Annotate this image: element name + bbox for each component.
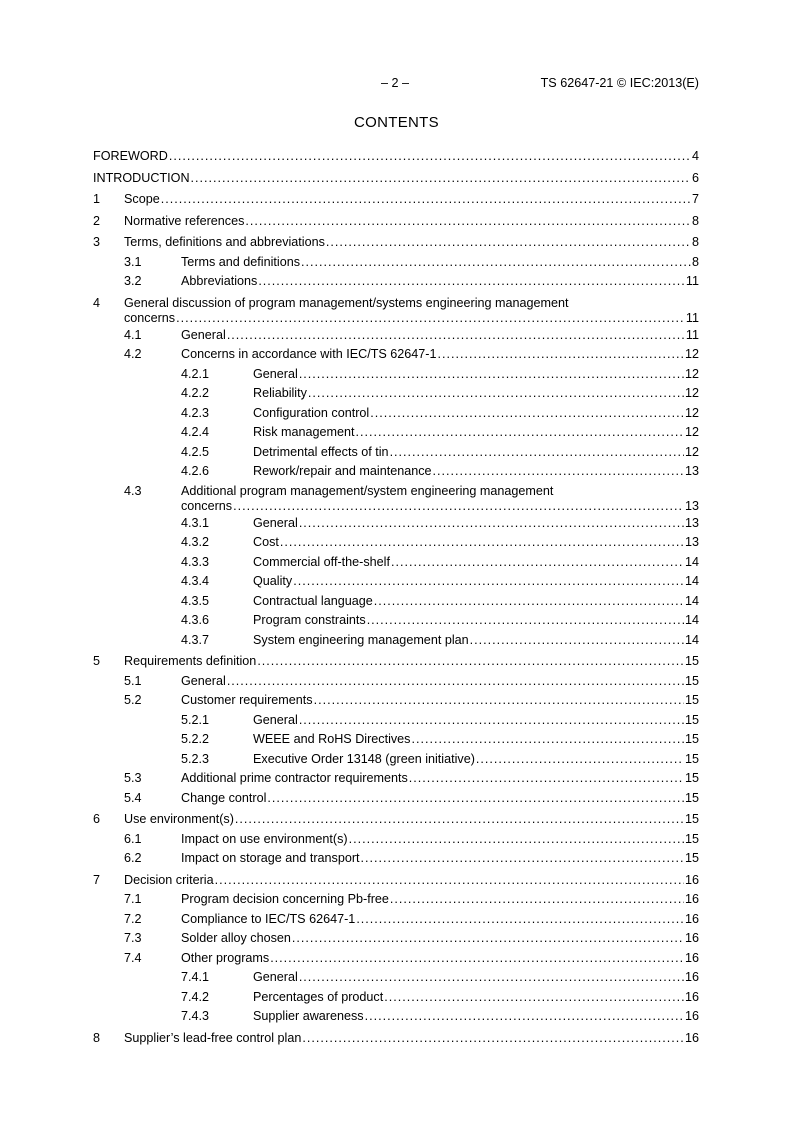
toc-entry-page: 11: [685, 327, 699, 342]
dot-leader: [233, 499, 684, 515]
toc-entry-page: 15: [684, 751, 699, 766]
toc-entry-page: 16: [684, 950, 699, 965]
toc-entry[interactable]: [93, 988, 699, 1008]
toc-entry-page: 15: [684, 812, 699, 826]
toc-entry-number: 4.3.3: [181, 554, 210, 569]
page-title: CONTENTS: [354, 114, 439, 131]
toc-entry[interactable]: [93, 365, 699, 385]
toc-entry-title: Rework/repair and maintenance: [253, 464, 432, 478]
toc-entry[interactable]: [93, 514, 699, 534]
toc-entry-number: 4.3.2: [181, 535, 210, 549]
dot-leader: [301, 253, 691, 273]
toc-entry-number: 4.2.5: [181, 444, 210, 459]
toc-entry-page: 12: [684, 366, 699, 381]
toc-entry-page: 14: [684, 613, 699, 627]
toc-entry-title: Other programs: [181, 950, 270, 965]
toc-entry-page: 12: [684, 425, 699, 439]
toc-entry[interactable]: [93, 190, 699, 210]
toc-entry-title: Terms, definitions and abbreviations: [124, 235, 325, 249]
dot-leader: [476, 750, 684, 770]
toc-entry-page: 14: [684, 632, 699, 647]
toc-entry-number: 4.3.7: [181, 632, 210, 647]
toc-entry-number: 4.3.1: [181, 515, 210, 530]
toc-entry-page: 12: [684, 405, 699, 420]
toc-entry-number: 7.3: [124, 931, 142, 945]
toc-entry-number: 5: [93, 654, 101, 668]
toc-entry-number: 4: [93, 295, 101, 310]
toc-entry-page: 8: [691, 213, 699, 228]
dot-leader: [356, 910, 684, 930]
toc-entry-title: Compliance to IEC/TS 62647-1: [181, 911, 356, 926]
toc-entry[interactable]: [93, 482, 699, 514]
toc-entry[interactable]: [93, 910, 699, 930]
toc-entry-number: 3.2: [124, 274, 142, 288]
dot-leader: [299, 514, 684, 534]
dot-leader: [176, 311, 685, 327]
dot-leader: [293, 572, 684, 592]
toc-entry-number: 7.2: [124, 911, 142, 926]
toc-entry-page: 13: [684, 499, 699, 513]
toc-entry-page: 16: [684, 989, 699, 1004]
toc-entry-title: Executive Order 13148 (green initiative): [253, 751, 475, 766]
toc-entry-title: Decision criteria: [124, 872, 214, 887]
toc-entry[interactable]: [93, 949, 699, 969]
toc-entry-title: General: [181, 327, 226, 342]
toc-entry-page: 15: [684, 732, 699, 746]
dot-leader: [270, 949, 684, 969]
toc-entry-page: 7: [691, 192, 699, 206]
toc-entry-number: 6.1: [124, 831, 142, 846]
toc-entry[interactable]: [93, 871, 699, 891]
toc-entry-title: Reliability: [253, 386, 307, 400]
toc-entry-number: 3: [93, 235, 101, 249]
toc-entry-page: 16: [684, 1009, 699, 1023]
toc-entry-page: 14: [684, 554, 699, 569]
document-reference: TS 62647-21 © IEC:2013(E): [540, 76, 699, 90]
toc-entry-number: 5.2.1: [181, 712, 210, 727]
toc-entry-number: 4.2.6: [181, 464, 210, 478]
toc-entry-number: 4.3.6: [181, 613, 210, 627]
toc-entry-number: 5.4: [124, 790, 142, 805]
toc-entry-page: 16: [684, 911, 699, 926]
toc-entry-title: Program decision concerning Pb-free: [181, 892, 389, 906]
toc-entry-page: 6: [691, 170, 699, 185]
dot-leader: [267, 789, 684, 809]
toc-entry-page: 8: [691, 254, 699, 269]
dot-leader: [258, 272, 685, 292]
toc-entry[interactable]: [93, 326, 699, 346]
toc-entry-page: 4: [691, 149, 699, 163]
dot-leader: [411, 730, 684, 750]
toc-entry[interactable]: [93, 443, 699, 463]
toc-entry-title: Detrimental effects of tin: [253, 444, 389, 459]
toc-entry-number: 4.2.2: [181, 386, 210, 400]
dot-leader: [384, 988, 684, 1008]
toc-entry-title: Configuration control: [253, 405, 370, 420]
toc-entry[interactable]: [93, 553, 699, 573]
dot-leader: [280, 533, 684, 553]
toc-entry-title: General: [253, 970, 298, 984]
dot-leader: [299, 968, 684, 988]
dot-leader: [215, 871, 684, 891]
toc-entry-title: Abbreviations: [181, 274, 258, 288]
dot-leader: [374, 592, 684, 612]
toc-entry[interactable]: [93, 929, 699, 949]
toc-entry-page: 15: [684, 712, 699, 727]
toc-entry-number: 1: [93, 192, 101, 206]
toc-entry[interactable]: [93, 462, 699, 482]
toc-entry[interactable]: [93, 968, 699, 988]
toc-entry-title: FOREWORD: [93, 149, 168, 163]
toc-entry[interactable]: [93, 810, 699, 830]
toc-entry-page: 16: [684, 931, 699, 945]
toc-entry-page: 11: [685, 311, 699, 325]
toc-entry-title: Concerns in accordance with IEC/TS 62647-1: [181, 347, 437, 361]
toc-entry[interactable]: [93, 769, 699, 789]
toc-entry-number: 7.4: [124, 950, 142, 965]
toc-entry-number: 7.4.3: [181, 1009, 210, 1023]
toc-entry-number: 7.4.1: [181, 970, 210, 984]
toc-entry-page: 15: [684, 790, 699, 805]
toc-entry-number: 6.2: [124, 851, 142, 865]
dot-leader: [308, 384, 684, 404]
dot-leader: [365, 1007, 684, 1027]
toc-entry[interactable]: [93, 830, 699, 850]
toc-entry[interactable]: [93, 750, 699, 770]
toc-entry-title: General: [253, 515, 298, 530]
dot-leader: [370, 404, 684, 424]
toc-entry-title: Quality: [253, 574, 293, 588]
toc-entry-title: Program constraints: [253, 613, 366, 627]
toc-entry[interactable]: [93, 253, 699, 273]
toc-entry[interactable]: [93, 212, 699, 232]
toc-entry-page: 16: [684, 970, 699, 984]
toc-entry-title: Terms and definitions: [181, 254, 301, 269]
toc-entry-title-line1: Additional program management/system engineering management: [181, 483, 554, 498]
toc-entry-page: 13: [684, 515, 699, 530]
dot-leader: [302, 1029, 684, 1049]
toc-entry-page: 16: [684, 892, 699, 906]
toc-entry-number: 7.1: [124, 892, 142, 906]
toc-entry[interactable]: [93, 631, 699, 651]
toc-entry-page: 12: [684, 347, 699, 361]
dot-leader: [390, 890, 684, 910]
toc-entry-title: Scope: [124, 192, 160, 206]
dot-leader: [169, 147, 691, 167]
dot-leader: [292, 929, 684, 949]
toc-entry-title: Supplier awareness: [253, 1009, 364, 1023]
toc-entry-title: General: [253, 366, 298, 381]
toc-entry[interactable]: [93, 592, 699, 612]
toc-entry-page: 15: [684, 851, 699, 865]
toc-entry-title-line1: General discussion of program management/systems engineering management: [124, 295, 569, 310]
toc-entry-title: Supplier’s lead-free control plan: [124, 1030, 302, 1045]
toc-entry[interactable]: [93, 533, 699, 553]
toc-entry[interactable]: [93, 345, 699, 365]
toc-entry-page: 8: [691, 235, 699, 249]
toc-entry-number: 6: [93, 812, 101, 826]
toc-entry-title: Change control: [181, 790, 267, 805]
toc-entry-title: System engineering management plan: [253, 632, 469, 647]
toc-entry-number: 5.2.2: [181, 732, 210, 746]
toc-entry-title: Risk management: [253, 425, 355, 439]
toc-entry[interactable]: [93, 789, 699, 809]
toc-entry-page: 15: [684, 771, 699, 785]
toc-entry[interactable]: [93, 272, 699, 292]
toc-entry[interactable]: [93, 169, 699, 189]
table-of-contents: [93, 145, 699, 1048]
toc-entry-title: Percentages of product: [253, 989, 384, 1004]
dot-leader: [361, 849, 684, 869]
toc-entry-page: 15: [684, 673, 699, 688]
toc-entry-page: 16: [684, 872, 699, 887]
dot-leader: [367, 611, 684, 631]
toc-entry-title: Use environment(s): [124, 812, 234, 826]
dot-leader: [227, 672, 684, 692]
toc-entry-page: 13: [684, 535, 699, 549]
toc-entry-number: 5.1: [124, 673, 142, 688]
dot-leader: [235, 810, 684, 830]
toc-entry-title: Requirements definition: [124, 654, 257, 668]
toc-entry-title: Impact on storage and transport: [181, 851, 360, 865]
dot-leader: [299, 365, 684, 385]
toc-entry-number: 4.3.5: [181, 593, 210, 608]
toc-entry-title: concerns: [181, 499, 233, 513]
toc-entry[interactable]: [93, 404, 699, 424]
toc-entry[interactable]: [93, 611, 699, 631]
dot-leader: [245, 212, 691, 232]
toc-entry[interactable]: [93, 711, 699, 731]
dot-leader: [438, 345, 684, 365]
toc-entry[interactable]: [93, 691, 699, 711]
toc-entry[interactable]: [93, 849, 699, 869]
dot-leader: [257, 652, 684, 672]
toc-entry-number: 4.2: [124, 347, 142, 361]
toc-entry-number: 5.3: [124, 771, 142, 785]
toc-entry-page: 12: [684, 444, 699, 459]
toc-entry-page: 14: [684, 593, 699, 608]
toc-entry-title: Solder alloy chosen: [181, 931, 291, 945]
toc-entry-title: WEEE and RoHS Directives: [253, 732, 411, 746]
dot-leader: [326, 233, 691, 253]
dot-leader: [299, 711, 684, 731]
toc-entry-page: 16: [684, 1030, 699, 1045]
dot-leader: [470, 631, 684, 651]
toc-entry-number: 2: [93, 213, 101, 228]
dot-leader: [433, 462, 684, 482]
toc-entry-number: 4.3: [124, 483, 142, 498]
toc-entry-number: 4.2.1: [181, 366, 210, 381]
toc-entry-page: 14: [684, 574, 699, 588]
toc-entry-page: 15: [684, 693, 699, 707]
toc-entry-number: 4.3.4: [181, 574, 210, 588]
toc-entry[interactable]: [93, 1029, 699, 1049]
dot-leader: [409, 769, 684, 789]
toc-entry-title: General: [253, 712, 298, 727]
dot-leader: [191, 169, 691, 189]
toc-entry-title: Normative references: [124, 213, 245, 228]
toc-entry-title: concerns: [124, 311, 176, 325]
toc-entry-title: Impact on use environment(s): [181, 831, 348, 846]
toc-entry[interactable]: [93, 652, 699, 672]
toc-entry-page: 15: [684, 831, 699, 846]
toc-entry[interactable]: [93, 572, 699, 592]
toc-entry-page: 15: [684, 654, 699, 668]
toc-entry[interactable]: [93, 294, 699, 326]
toc-entry-title: Customer requirements: [181, 693, 313, 707]
toc-entry-page: 12: [684, 386, 699, 400]
dot-leader: [356, 423, 684, 443]
running-header: [0, 76, 793, 92]
dot-leader: [391, 553, 684, 573]
toc-entry[interactable]: [93, 147, 699, 167]
toc-entry[interactable]: [93, 890, 699, 910]
toc-entry-number: 3.1: [124, 254, 142, 269]
page-number: – 2 –: [381, 76, 410, 90]
toc-entry-number: 4.1: [124, 327, 142, 342]
toc-entry-page: 11: [685, 274, 699, 288]
dot-leader: [390, 443, 684, 463]
dot-leader: [227, 326, 685, 346]
dot-leader: [314, 691, 684, 711]
toc-entry-title: Cost: [253, 535, 279, 549]
toc-entry-number: 5.2: [124, 693, 142, 707]
toc-entry[interactable]: [93, 423, 699, 443]
toc-entry[interactable]: [93, 384, 699, 404]
toc-entry-number: 5.2.3: [181, 751, 210, 766]
toc-entry-title: General: [181, 673, 226, 688]
toc-entry-page: 13: [684, 464, 699, 478]
toc-entry-number: 4.2.3: [181, 405, 210, 420]
toc-entry-title: Contractual language: [253, 593, 373, 608]
toc-entry[interactable]: [93, 672, 699, 692]
toc-entry[interactable]: [93, 233, 699, 253]
toc-entry-number: 8: [93, 1030, 101, 1045]
toc-entry-title: Commercial off-the-shelf: [253, 554, 390, 569]
dot-leader: [161, 190, 691, 210]
toc-entry[interactable]: [93, 730, 699, 750]
toc-entry-number: 4.2.4: [181, 425, 210, 439]
toc-entry-title: INTRODUCTION: [93, 170, 190, 185]
dot-leader: [349, 830, 684, 850]
toc-entry[interactable]: [93, 1007, 699, 1027]
toc-entry-number: 7: [93, 872, 101, 887]
toc-entry-number: 7.4.2: [181, 989, 210, 1004]
toc-entry-title: Additional prime contractor requirements: [181, 771, 408, 785]
